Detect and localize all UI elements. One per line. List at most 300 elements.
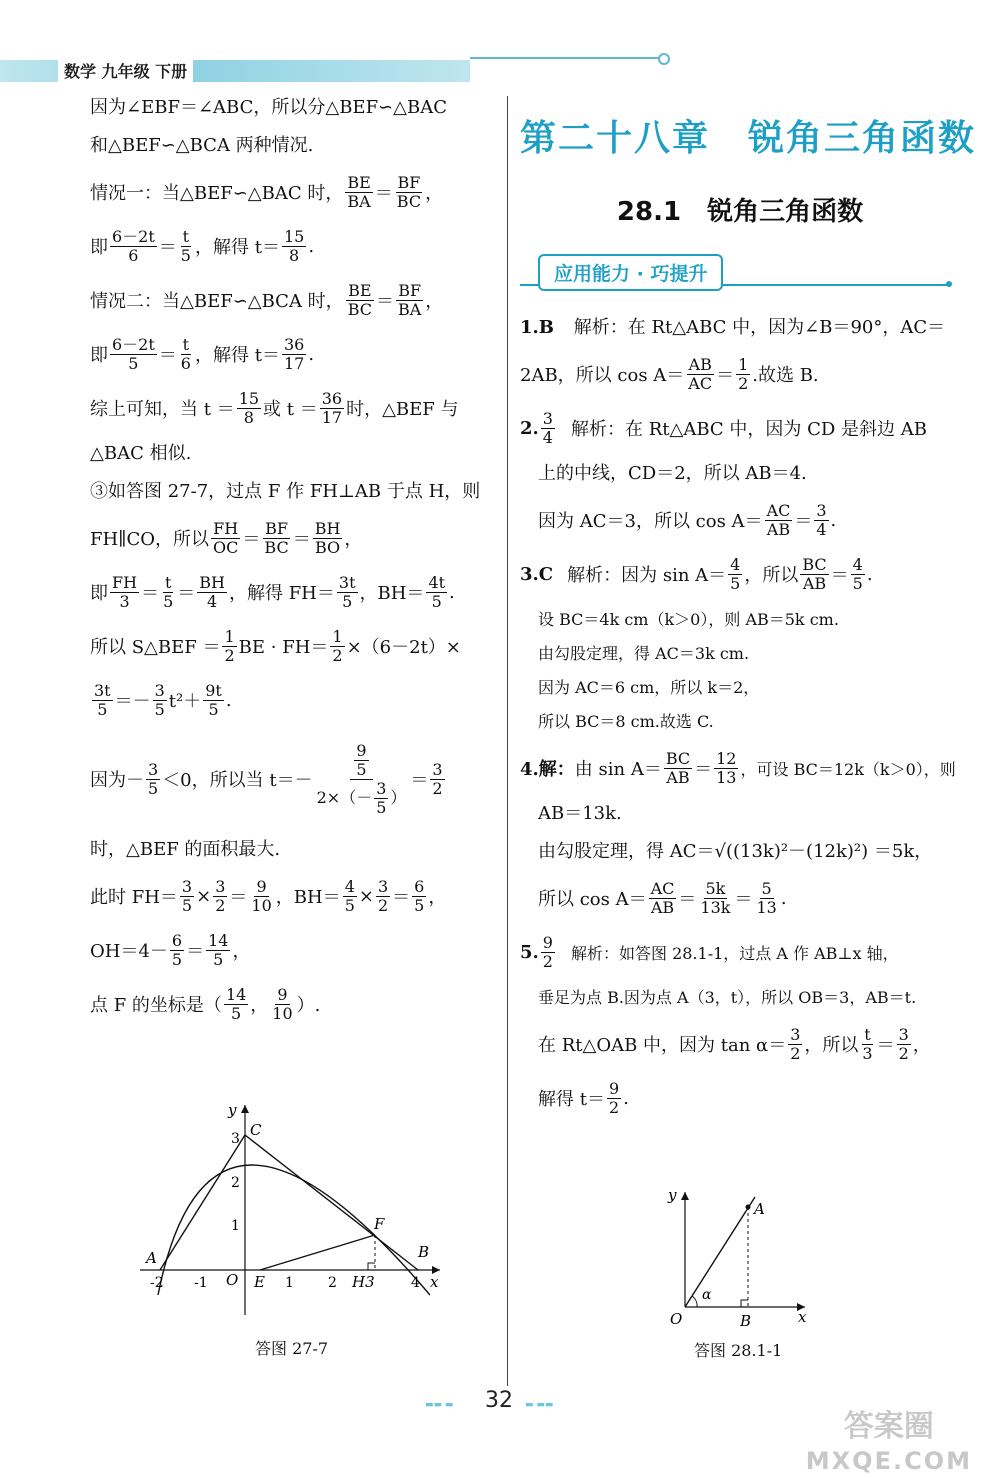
tick-label: 2: [231, 1175, 240, 1191]
text: 点 F 的坐标是（: [90, 995, 222, 1016]
text: 或 t ＝: [263, 399, 318, 420]
fraction: [270, 986, 294, 1023]
fraction: [249, 878, 273, 915]
big-fraction: [315, 742, 409, 817]
numerator: 3: [376, 778, 387, 798]
right-angle-mark: [368, 1263, 375, 1270]
text: ＝: [229, 887, 248, 908]
text: 由 sin A＝: [574, 759, 662, 780]
numerator: 3: [898, 1024, 909, 1044]
segment-ac: [160, 1135, 245, 1270]
text: 时，△BEF 与: [346, 399, 459, 420]
numerator: 14: [208, 930, 229, 950]
fraction: [765, 502, 793, 539]
math-line: [520, 354, 960, 394]
fraction: [337, 574, 358, 611]
fraction: [897, 1026, 911, 1063]
text: .故选 B.: [752, 365, 819, 386]
numerator: 1: [224, 626, 235, 646]
watermark-line: 答案圈: [843, 1409, 934, 1444]
denominator: 5: [356, 759, 367, 779]
numerator: BC: [802, 554, 827, 574]
fraction: [197, 574, 227, 611]
text: ＝: [716, 365, 735, 386]
text-line: 时，△BEF 的面积最大.: [90, 839, 281, 860]
math-line: [520, 554, 960, 594]
fraction: [714, 750, 738, 787]
numerator: 3t: [94, 680, 111, 700]
text: ＝: [374, 183, 393, 204]
y-axis-arrow: [241, 1105, 249, 1113]
denominator: 5: [128, 353, 139, 373]
denominator: 3: [119, 591, 130, 611]
text: ＝: [794, 511, 813, 532]
fraction: [237, 390, 261, 427]
fraction: [814, 502, 828, 539]
text: .: [780, 887, 787, 909]
denominator: BO: [314, 537, 341, 557]
text-line: AB＝13k.: [538, 803, 622, 824]
text: 在 Rt△OAB 中，因为 tan α＝: [538, 1035, 787, 1056]
fraction: [374, 780, 388, 817]
text-line: 由勾股定理，得 AC＝3k cm.: [538, 644, 750, 663]
text: 情况一：当△BEF∽△BAC 时，: [90, 183, 344, 204]
denominator: 6: [128, 245, 139, 265]
text: ＝: [242, 529, 261, 550]
text: ，所以: [804, 1035, 859, 1056]
numerator: 14: [225, 984, 247, 1004]
numerator: 3: [377, 876, 389, 896]
text-line: 垂足为点 B.因为点 A（3，t），所以 OB＝3，AB＝t.: [538, 988, 917, 1007]
point-a-label: A: [146, 1249, 157, 1267]
text: .: [866, 563, 873, 585]
numerator: BE: [348, 280, 372, 300]
math-line: [520, 878, 960, 918]
fraction: [426, 574, 447, 611]
numerator: 9: [256, 876, 267, 896]
point-a-label: A: [754, 1200, 765, 1218]
text: ＝: [186, 941, 205, 962]
fraction: [800, 556, 828, 593]
denominator: 5: [163, 591, 174, 611]
watermark-line: MXQE.COM: [805, 1447, 972, 1475]
fraction: [395, 174, 423, 211]
numerator: BC: [665, 748, 691, 768]
denominator: BA: [347, 191, 371, 211]
figure-27-7: [130, 1095, 450, 1325]
denominator: 5: [414, 895, 425, 915]
numerator: BE: [347, 172, 371, 192]
numerator: 4: [344, 876, 355, 896]
numerator: 3: [542, 408, 553, 428]
numerator: 1: [332, 626, 343, 646]
x-label: x: [430, 1273, 439, 1291]
denominator: 2: [432, 778, 443, 798]
text: 解析：如答图 28.1-1，过点 A 作 AB⊥x 轴，: [570, 943, 899, 963]
text: ，: [428, 887, 447, 908]
fraction: [788, 1026, 802, 1063]
math-line: [520, 748, 960, 788]
numerator: 36: [321, 388, 343, 408]
text: ，解得 t＝: [194, 237, 280, 258]
text: ，BH＝: [359, 583, 425, 604]
text: ×: [196, 885, 212, 907]
text: 2×（－: [316, 788, 373, 807]
text: ，: [344, 529, 363, 550]
fraction: [224, 986, 248, 1023]
text: FH∥CO，所以: [90, 529, 210, 550]
fraction: [180, 878, 194, 915]
numerator: BF: [397, 172, 421, 192]
tick-label: 1: [231, 1218, 240, 1234]
numerator: AC: [650, 878, 675, 898]
fraction: [354, 742, 368, 779]
math-line: [90, 518, 500, 558]
question-number: 4.解：: [520, 759, 575, 780]
denominator: 2: [738, 373, 749, 393]
text: ＝－: [114, 691, 151, 712]
tick-label: -1: [194, 1275, 208, 1291]
denominator: BC: [396, 191, 422, 211]
denominator: 5: [213, 949, 224, 969]
text: ×: [358, 885, 374, 907]
text: 解析：因为 sin A＝: [567, 565, 727, 586]
text: ＝: [158, 345, 177, 366]
denominator: 5: [852, 573, 863, 593]
math-line: [90, 984, 500, 1024]
y-axis-arrow: [681, 1192, 689, 1200]
fraction: [262, 520, 290, 557]
question-number: 3.C: [520, 563, 554, 585]
fraction: [203, 682, 224, 719]
text: 解得 t＝: [538, 1089, 605, 1110]
text-line: 由勾股定理，得 AC＝√((13k)²－(12k)²) ＝5k，: [538, 841, 933, 862]
math-line: [90, 388, 500, 428]
text: 2AB，所以 cos A＝: [520, 365, 685, 386]
denominator: 6: [180, 353, 191, 373]
numerator: 3: [154, 680, 165, 700]
fraction: [313, 520, 343, 557]
text: ＝: [375, 291, 394, 312]
point-b-label: B: [418, 1243, 430, 1261]
x-label: x: [798, 1308, 807, 1326]
fraction: [146, 761, 160, 798]
numerator: 1: [738, 354, 749, 374]
math-line: [520, 408, 960, 448]
denominator: 4: [542, 427, 553, 447]
text: .: [449, 581, 455, 603]
text: 解析：在 Rt△ABC 中，因为 CD 是斜边 AB: [570, 419, 927, 440]
text: .: [308, 343, 315, 365]
text-line: 因为 AC＝6 cm，所以 k＝2，: [538, 678, 760, 697]
math-line: [90, 572, 500, 612]
denominator: 5: [431, 591, 442, 611]
math-line: [90, 930, 500, 970]
denominator: 17: [283, 353, 305, 373]
numerator: t: [864, 1024, 871, 1044]
text: ，BH＝: [275, 887, 341, 908]
denominator: 2: [898, 1043, 909, 1063]
math-line: [520, 500, 960, 540]
denominator: 13: [716, 767, 737, 787]
denominator: 5: [181, 895, 193, 915]
math-line: [520, 1024, 960, 1064]
denominator: 5: [342, 591, 353, 611]
denominator: 2: [608, 1097, 620, 1117]
numerator: 36: [283, 334, 305, 354]
right-angle-mark: [741, 1300, 748, 1307]
denominator: AB: [802, 573, 827, 593]
origin-label: O: [670, 1310, 683, 1328]
denominator: 5: [376, 797, 387, 817]
numerator: 4: [730, 554, 741, 574]
text: ＝: [158, 237, 177, 258]
figure-caption: 答图 27-7: [255, 1339, 329, 1358]
denominator: 8: [289, 245, 300, 265]
text-line: 因为∠EBF＝∠ABC，所以分△BEF∽△BAC: [90, 97, 447, 118]
numerator: 4t: [428, 572, 446, 592]
text: ，解得 FH＝: [228, 583, 335, 604]
denominator: 10: [251, 895, 272, 915]
denominator: 5: [208, 699, 219, 719]
math-line: [90, 876, 500, 916]
fraction: [110, 336, 157, 373]
text: ＝: [141, 583, 160, 604]
banner-dot: [946, 281, 952, 287]
tick-label: 1: [285, 1275, 294, 1291]
text: ＝: [876, 1035, 895, 1056]
fraction: [396, 282, 423, 319]
denominator: AC: [688, 373, 713, 393]
math-line: [90, 172, 500, 212]
figure-28-1-1: [660, 1182, 820, 1332]
denominator: 13: [756, 897, 777, 917]
tick-label: -2: [150, 1275, 164, 1291]
figure-caption: 答图 28.1-1: [694, 1341, 783, 1360]
point-b-label: B: [740, 1312, 752, 1330]
fraction: [330, 628, 344, 665]
numerator: 3: [790, 1024, 801, 1044]
text: OH＝4－: [90, 941, 168, 962]
denominator: 17: [321, 407, 343, 427]
numerator: 6－2t: [112, 334, 155, 354]
fraction: [412, 878, 426, 915]
denominator: [315, 780, 409, 817]
numerator: 9: [356, 740, 367, 760]
angle-alpha-arc: [692, 1296, 697, 1307]
fraction: [179, 336, 193, 373]
text: .: [623, 1087, 629, 1109]
text: .: [308, 235, 315, 257]
text: 即: [90, 583, 108, 604]
fraction: [649, 880, 677, 917]
text: ×（6－2t）×: [346, 637, 461, 658]
section-banner: [520, 254, 960, 290]
numerator: 9t: [205, 680, 222, 700]
numerator: 3: [816, 500, 827, 520]
text: ＝: [694, 759, 713, 780]
page-decoration: ▬▬ ▬: [425, 1400, 454, 1410]
fraction: [754, 880, 778, 917]
denominator: AB: [766, 519, 791, 539]
fraction: [153, 682, 167, 719]
denominator: 5: [730, 573, 741, 593]
text: 因为－: [90, 770, 144, 791]
chapter-title: 第二十八章 锐角三角函数: [520, 118, 977, 159]
fraction: [110, 574, 139, 611]
text: 所以 S△BEF ＝: [90, 637, 221, 658]
denominator: 5: [154, 699, 165, 719]
text: 因为 AC＝3，所以 cos A＝: [538, 511, 763, 532]
math-line: [90, 734, 500, 824]
math-line: [90, 626, 500, 666]
math-line: [90, 226, 500, 266]
fraction: [541, 934, 555, 971]
text: ＝: [678, 889, 697, 910]
numerator: t: [164, 572, 172, 592]
question-number: 5.: [520, 941, 539, 963]
section-title: 28.1 锐角三角函数: [616, 197, 864, 227]
text: ＝: [292, 529, 311, 550]
numerator: t: [182, 226, 190, 246]
denominator: 2: [332, 645, 343, 665]
watermark: [806, 1410, 972, 1478]
text-line: 和△BEF∽△BCA 两种情况.: [90, 135, 314, 156]
y-label: y: [668, 1186, 677, 1204]
text: ）.: [296, 995, 321, 1016]
denominator: 3: [862, 1043, 873, 1063]
numerator: 12: [716, 748, 737, 768]
fraction: [860, 1026, 874, 1063]
denominator: 5: [231, 1003, 242, 1023]
right-column: [520, 110, 977, 1132]
page-header: [0, 52, 1000, 86]
numerator: 15: [283, 226, 305, 246]
numerator: 6: [414, 876, 425, 896]
text: 此时 FH＝: [90, 887, 178, 908]
denominator: BA: [397, 299, 422, 319]
denominator: 4: [816, 519, 827, 539]
text: ，: [232, 941, 251, 962]
denominator: OC: [213, 537, 239, 557]
denominator: 5: [97, 699, 108, 719]
fraction: [343, 878, 357, 915]
text: 即: [90, 237, 108, 258]
left-column: [90, 96, 500, 1038]
text: .: [225, 689, 232, 711]
text: ＝: [177, 583, 196, 604]
denominator: AB: [666, 767, 690, 787]
fraction: [728, 556, 742, 593]
numerator: FH: [213, 518, 239, 538]
question-number: 1.B: [520, 317, 555, 338]
text: ，: [425, 291, 444, 312]
text: 解析：在 Rt△ABC 中，因为∠B＝90°，AC＝: [573, 317, 946, 338]
text-line: 设 BC＝4k cm（k＞0），则 AB＝5k cm.: [538, 610, 839, 629]
text: ＝: [392, 887, 411, 908]
tick-label: 3: [231, 1131, 240, 1147]
denominator: 2: [377, 895, 389, 915]
text-line: 所以 BC＝8 cm.故选 C.: [538, 712, 714, 731]
denominator: 5: [344, 895, 355, 915]
math-line: [520, 932, 960, 972]
text: ，可设 BC＝12k（k＞0），则: [740, 759, 956, 779]
origin-label: O: [226, 1271, 239, 1289]
point-h-label: H3: [352, 1273, 375, 1291]
text: 综上可知，当 t ＝: [90, 399, 235, 420]
text-line: [520, 316, 960, 340]
text: 情况二：当△BEF∽△BCA 时，: [90, 291, 344, 312]
fraction: [345, 174, 372, 211]
fraction: [607, 1080, 621, 1117]
header-dot: [658, 53, 670, 65]
fraction: [541, 410, 555, 447]
numerator: AB: [688, 354, 712, 374]
fraction: [170, 932, 184, 969]
math-line: [90, 680, 500, 720]
numerator: 5k: [705, 878, 726, 898]
numerator: BH: [199, 572, 225, 592]
denominator: 2: [542, 951, 553, 971]
numerator: FH: [112, 572, 138, 592]
banner-label: 应用能力 · 巧提升: [538, 254, 723, 291]
fraction: [161, 574, 175, 611]
fraction: [851, 556, 865, 593]
math-line: [520, 1078, 960, 1118]
fraction: [282, 228, 306, 265]
alpha-label: α: [702, 1287, 712, 1303]
denominator: 8: [243, 407, 254, 427]
denominator: 2: [790, 1043, 801, 1063]
numerator: 3: [215, 876, 226, 896]
segment-cb: [245, 1135, 418, 1270]
text: ）: [390, 788, 407, 807]
text: ，解得 t＝: [194, 345, 280, 366]
denominator: 13k: [700, 897, 731, 917]
fraction: [179, 228, 193, 265]
numerator: 6－2t: [112, 226, 155, 246]
text: ，: [250, 995, 269, 1016]
question-number: 2.: [520, 417, 539, 439]
numerator: [350, 742, 372, 780]
numerator: 3: [181, 876, 193, 896]
denominator: BC: [264, 537, 289, 557]
page-number: 32: [485, 1388, 513, 1413]
text: ，所以: [744, 565, 799, 586]
text: ＝: [410, 770, 429, 791]
text: ＝: [830, 565, 849, 586]
header-line: [470, 57, 660, 59]
denominator: 2: [215, 895, 226, 915]
fraction: [346, 282, 374, 319]
numerator: 3t: [338, 572, 356, 592]
text-line: ③如答图 27-7，过点 F 作 FH⊥AB 于点 H，则: [90, 481, 481, 502]
segment-ef: [260, 1235, 375, 1270]
point-f-label: F: [374, 1215, 385, 1233]
text-line: 上的中线，CD＝2，所以 AB＝4.: [538, 463, 807, 484]
point-c-label: C: [250, 1121, 262, 1139]
text: t²＋: [168, 691, 202, 712]
numerator: t: [182, 334, 190, 354]
numerator: 15: [238, 388, 260, 408]
text: ＜0，所以当 t＝－: [162, 770, 313, 791]
denominator: 2: [224, 645, 235, 665]
math-line: [90, 334, 500, 374]
numerator: 9: [277, 984, 288, 1004]
fraction: [282, 336, 306, 373]
page-decoration: ▬ ▬▬: [525, 1400, 554, 1410]
denominator: 5: [180, 245, 191, 265]
